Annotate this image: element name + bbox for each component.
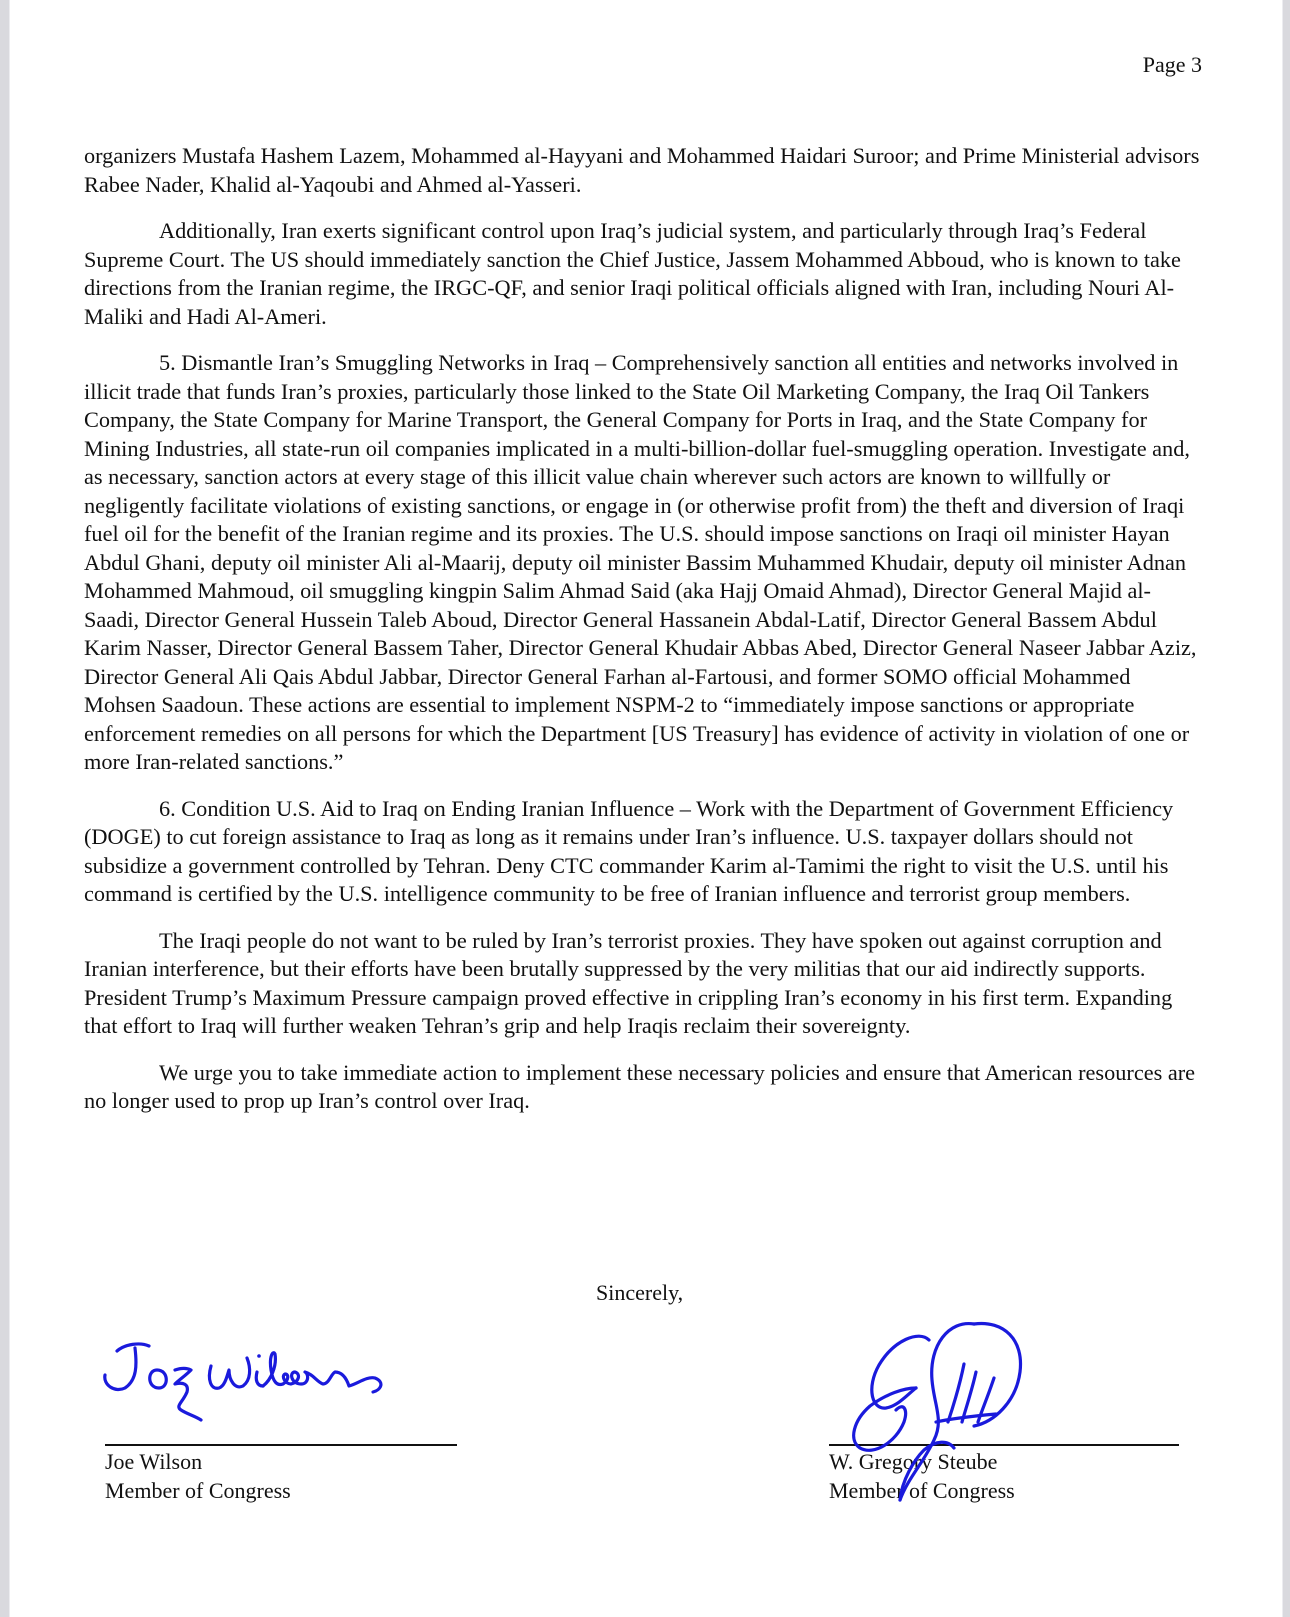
signatory-name: W. Gregory Steube — [829, 1449, 998, 1474]
paragraph-continuation: organizers Mustafa Hashem Lazem, Mohammed al-Hayyani and Mohammed Haidari Suroor; and Prime Ministerial advisors Rabee Nader, Khalid al-Yaqoubi and Ahmed al-Yasseri. — [84, 143, 1200, 197]
paragraph-item-5-smuggling: 5. Dismantle Iran’s Smuggling Networks in Iraq – Comprehensively sanction all entities and networks involved in illicit trade that funds Iran’s proxies, particularly those linked to the State Oil Marketing Company, the Iraq Oil Tankers Company, the State Company for Marine Transport, the General Company for Ports in Iraq, and the State Company for Mining Industries, all state-run oil companies implicated in a multi-billion-dollar fuel-smuggling operation. Investigate and, as necessary, sanction actors at every stage of this illicit value chain wherever such actors are known to willfully or negligently facilitate violations of existing sanctions, or engage in (or otherwise profit from) the theft and diversion of Iraqi fuel oil for the benefit of the Iranian regime and its proxies. The U.S. should impose sanctions on Iraqi oil minister Hayan Abdul Ghani, deputy oil minister Ali al-Maarij, deputy oil minister Bassim Muhammed Khudair, deputy oil minister Adnan Mohammed Mahmoud, oil smuggling kingpin Salim Ahmad Said (aka Hajj Omaid Ahmad), Director General Majid al-Saadi, Director General Hussein Taleb Aboud, Director General Hassanein Abdal-Latif, Director General Bassem Abdul Karim Nasser, Director General Bassem Taher, Director General Khudair Abbas Abed, Director General Naseer Jabbar Aziz, Director General Ali Qais Abdul Jabbar, Director General Farhan al-Fartousi, and former SOMO official Mohammed Mohsen Saadoun. These actions are essential to implement NSPM-2 to “immediately impose sanctions or appropriate enforcement remedies on all persons for which the Department [US Treasury] has evidence of activity in violation of one or more Iran-related sanctions.” — [84, 350, 1197, 774]
closing-salutation: Sincerely, — [596, 1280, 684, 1305]
signatory-title: Member of Congress — [105, 1478, 291, 1503]
page-number: Page 3 — [1142, 52, 1202, 77]
signatory-name: Joe Wilson — [105, 1449, 203, 1474]
signatory-title: Member of Congress — [829, 1478, 1015, 1503]
paragraph-iraqi-people: The Iraqi people do not want to be ruled by Iran’s terrorist proxies. They have spoken out against corruption and Iranian interference, but their efforts have been brutally suppressed by the very militias that our aid indirectly supports. President Trump’s Maximum Pressure campaign proved effective in crippling Iran’s economy in his first term. Expanding that effort to Iraq will further weaken Tehran’s grip and help Iraqis reclaim their sovereignty. — [84, 927, 1173, 1038]
document-page — [9, 0, 1283, 1617]
letter-body — [84, 142, 1204, 1134]
handwritten-signature-icon — [824, 1310, 1044, 1510]
signature-line-wilson — [105, 1444, 457, 1446]
paragraph-urge-action: We urge you to take immediate action to implement these necessary policies and ensure that American resources are no longer used to prop up Iran’s control over Iraq. — [84, 1059, 1196, 1113]
paragraph-item-6-aid: 6. Condition U.S. Aid to Iraq on Ending Iranian Influence – Work with the Department of Government Efficiency (DOGE) to cut foreign assistance to Iraq as long as it remains under Iran’s influence. U.S. taxpayer dollars should not subsidize a government controlled by Tehran. Deny CTC commander Karim al-Tamimi the right to visit the U.S. until his command is certified by the U.S. intelligence community to be free of Iranian influence and terrorist group members. — [84, 795, 1174, 906]
paragraph-judicial-system: Additionally, Iran exerts significant control upon Iraq’s judicial system, and particularly through Iraq’s Federal Supreme Court. The US should immediately sanction the Chief Justice, Jassem Mohammed Abboud, who is known to take directions from the Iranian regime, the IRGC-QF, and senior Iraqi political officials aligned with Iran, including Nouri Al-Maliki and Hadi Al-Ameri. — [84, 218, 1181, 329]
